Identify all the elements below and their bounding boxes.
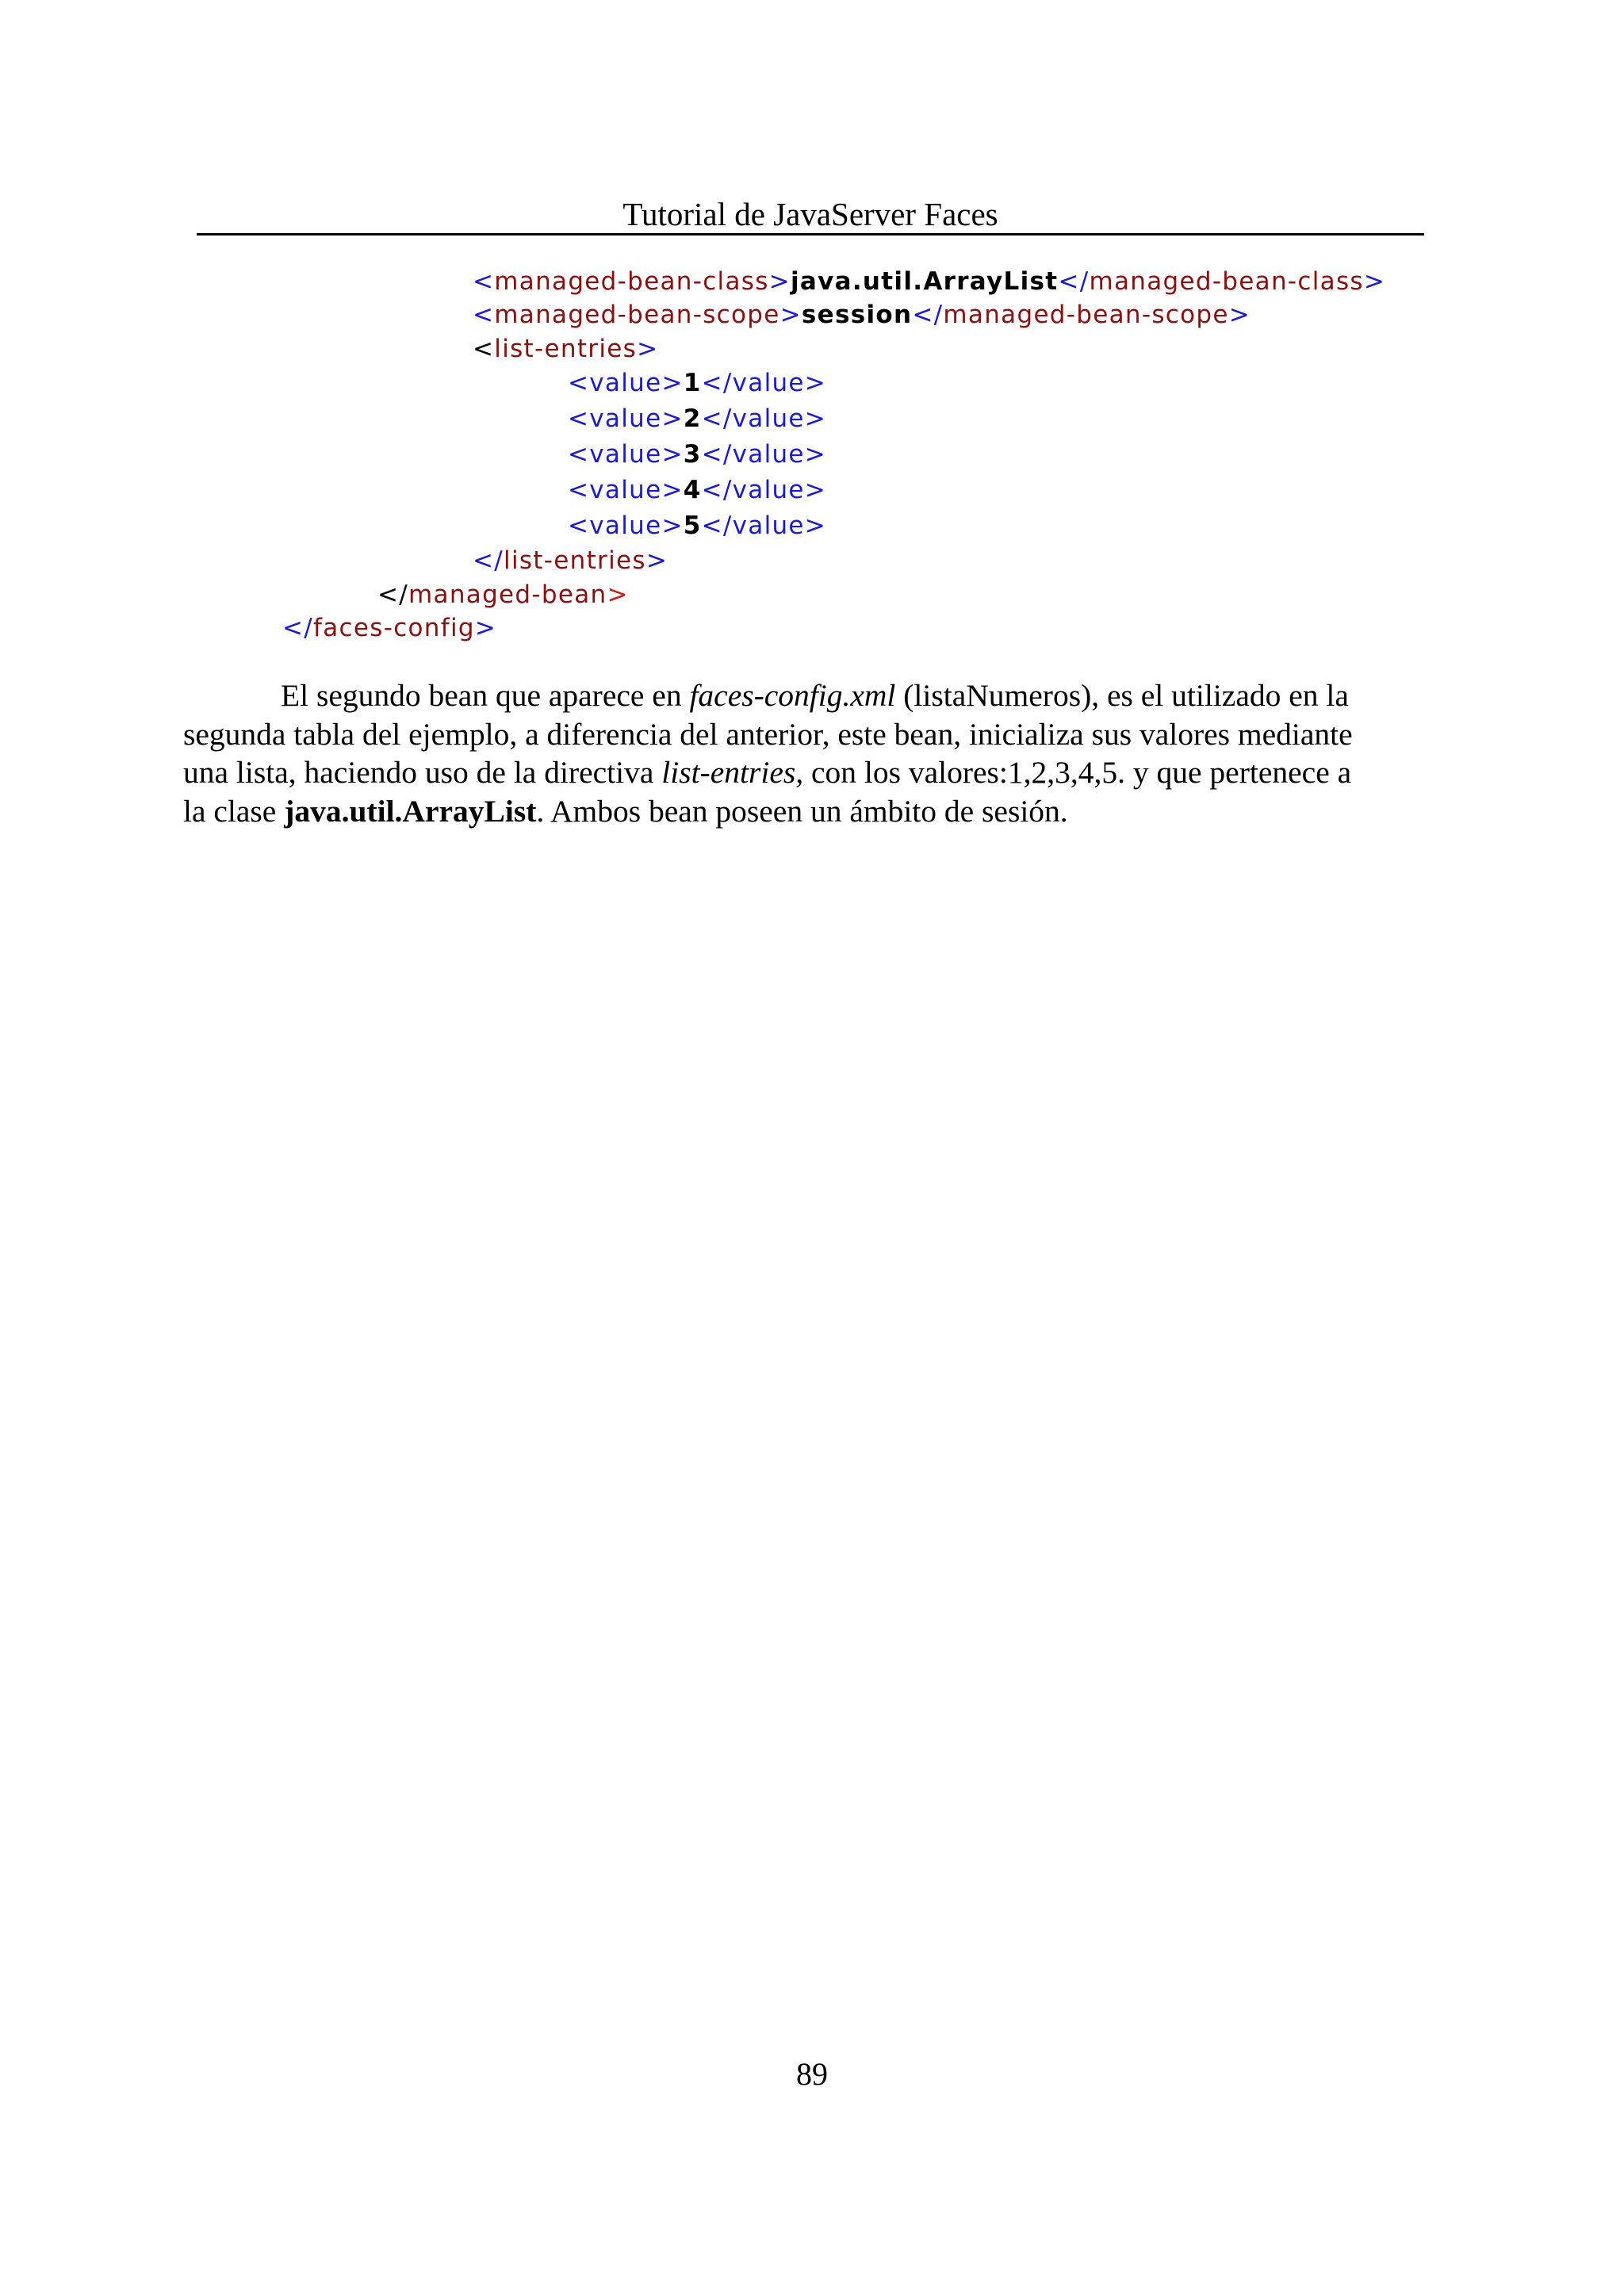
paragraph-line: la clase java.util.ArrayList. Ambos bean poseen un ámbito de sesión. [183, 793, 1068, 829]
body-paragraph [183, 676, 1452, 830]
paragraph-line: una lista, haciendo uso de la directiva list-entries, con los valores:1,2,3,4,5. y que pertenece a [183, 755, 1352, 790]
code-line-managed-bean-close: </managed-bean> [377, 580, 629, 609]
header-rule [197, 233, 1424, 236]
code-line-faces-config-close: </faces-config> [282, 614, 497, 642]
paragraph-line: segunda tabla del ejemplo, a diferencia del anterior, este bean, inicializa sus valores mediante [183, 716, 1353, 752]
code-line-value: <value>1</value> [568, 369, 827, 397]
paragraph-line: El segundo bean que aparece en faces-config.xml (listaNumeros), es el utilizado en la [281, 678, 1349, 713]
code-line-value: <value>3</value> [568, 440, 827, 469]
code-line-list-entries-close: </list-entries> [473, 546, 668, 575]
page-number: 89 [796, 2056, 828, 2092]
code-line-value: <value>5</value> [568, 511, 827, 540]
code-line-list-entries-open: <list-entries> [473, 335, 659, 363]
code-line-value: <value>4</value> [568, 476, 827, 504]
running-header: Tutorial de JavaServer Faces [622, 196, 998, 232]
code-line-value: <value>2</value> [568, 404, 827, 433]
code-line-managed-bean-class: <managed-bean-class>java.util.ArrayList</managed-bean-class> [473, 267, 1386, 296]
code-line-managed-bean-scope: <managed-bean-scope>session</managed-bean-scope> [473, 301, 1251, 329]
